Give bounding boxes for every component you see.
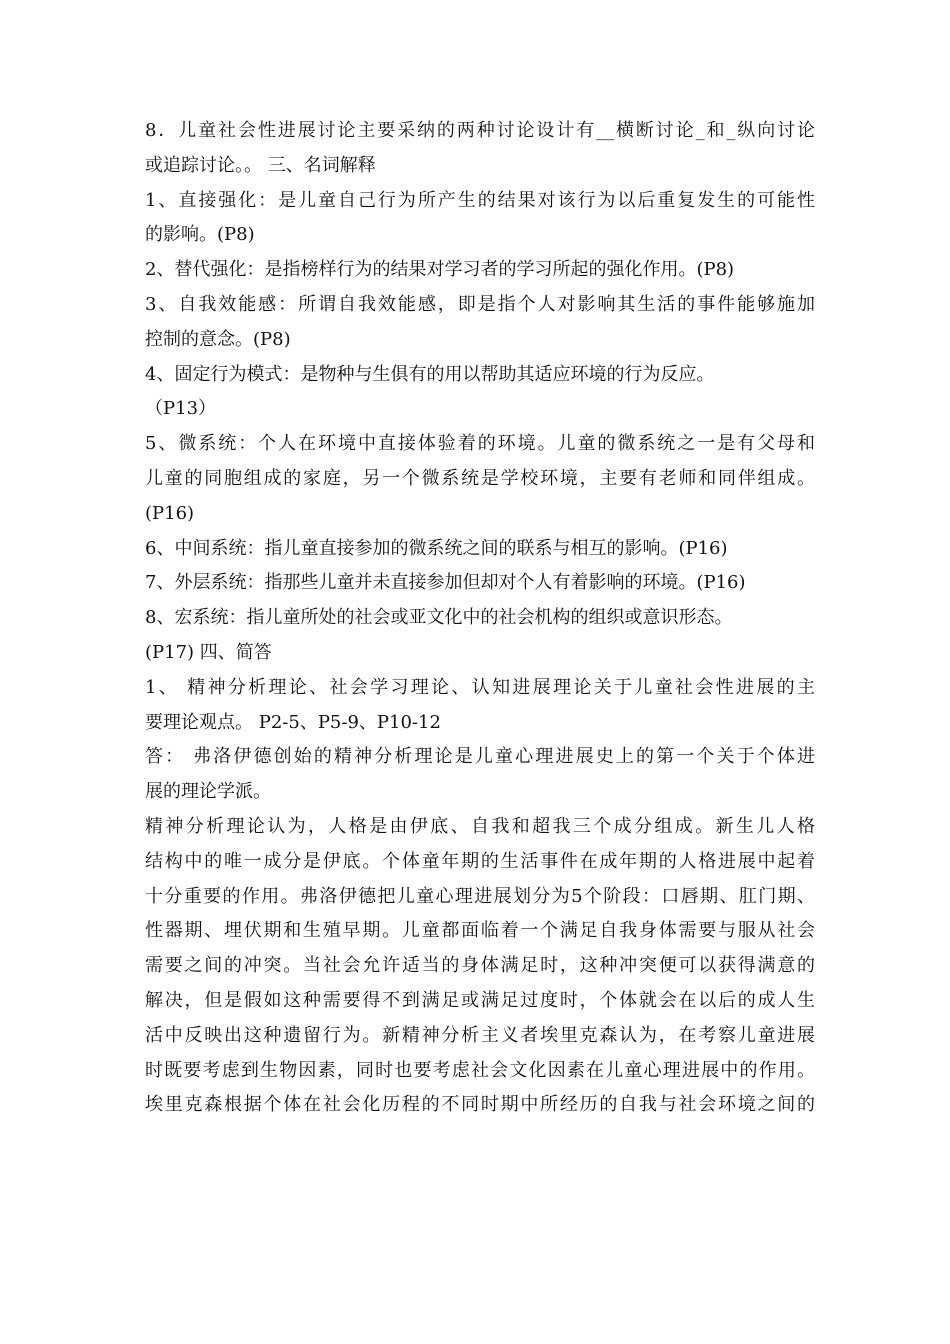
text-line: 埃里克森根据个体在社会化历程的不同时期中所经历的自我与社会环境之间的 [145,1094,815,1116]
text-line: 结构中的唯一成分是伊底。个体童年期的生活事件在成年期的人格进展中起着 [145,850,815,872]
text-line: 8．儿童社会性进展讨论主要采纳的两种讨论设计有__横断讨论_和_纵向讨论 [145,120,815,141]
text-line: 活中反映出这种遗留行为。新精神分析主义者埃里克森认为，在考察儿童进展 [145,1024,815,1046]
text-line: 5、微系统：个人在环境中直接体验着的环境。儿童的微系统之一是有父母和 [145,433,815,455]
document-body [145,114,815,1123]
text-line: 展的理论学派。 [145,781,271,803]
text-line: 1、 精神分析理论、社会学习理论、认知进展理论关于儿童社会性进展的主 [145,676,815,698]
text-line: 十分重要的作用。弗洛伊德把儿童心理进展划分为5个阶段：口唇期、肛门期、 [145,885,815,907]
text-line: (P17) 四、简答 [145,641,272,663]
text-line: 精神分析理论认为，人格是由伊底、自我和超我三个成分组成。新生儿人格 [145,815,815,837]
text-line: (P16) [145,502,195,524]
text-line: 2、替代强化：是指榜样行为的结果对学习者的学习所起的强化作用。(P8) [145,259,735,281]
text-line: 7、外层系统：指那些儿童并未直接参加但却对个人有着影响的环境。(P16) [145,572,746,594]
text-line: 的影响。(P8) [145,224,255,246]
text-line: 控制的意念。(P8) [145,328,291,350]
text-line: 时既要考虑到生物因素，同时也要考虑社会文化因素在儿童心理进展中的作用。 [145,1059,815,1081]
text-line: （P13） [145,398,217,420]
text-line: 需要之间的冲突。当社会允许适当的身体满足时，这种冲突便可以获得满意的 [145,955,815,977]
text-line: 儿童的同胞组成的家庭，另一个微系统是学校环境，主要有老师和同伴组成。 [145,467,815,489]
text-line: 1、直接强化：是儿童自己行为所产生的结果对该行为以后重复发生的可能性 [145,189,815,211]
text-line: 4、固定行为模式：是物种与生俱有的用以帮助其适应环境的行为反应。 [145,363,715,385]
text-line: 答： 弗洛伊德创始的精神分析理论是儿童心理进展史上的第一个关于个体进 [145,746,815,768]
text-line: 8、宏系统：指儿童所处的社会或亚文化中的社会机构的组织或意识形态。 [145,607,733,629]
text-line: 要理论观点。 P2-5、P5-9、P10-12 [145,711,441,733]
text-line: 解决，但是假如这种需要得不到满足或满足过度时，个体就会在以后的成人生 [145,989,815,1011]
text-line: 6、中间系统：指儿童直接参加的微系统之间的联系与相互的影响。(P16) [145,537,728,559]
text-line: 或追踪讨论。。 三、名词解释 [145,154,376,176]
text-line: 3、自我效能感：所谓自我效能感，即是指个人对影响其生活的事件能够施加 [145,293,815,315]
text-line: 性器期、埋伏期和生殖早期。儿童都面临着一个满足自我身体需要与服从社会 [145,920,815,942]
